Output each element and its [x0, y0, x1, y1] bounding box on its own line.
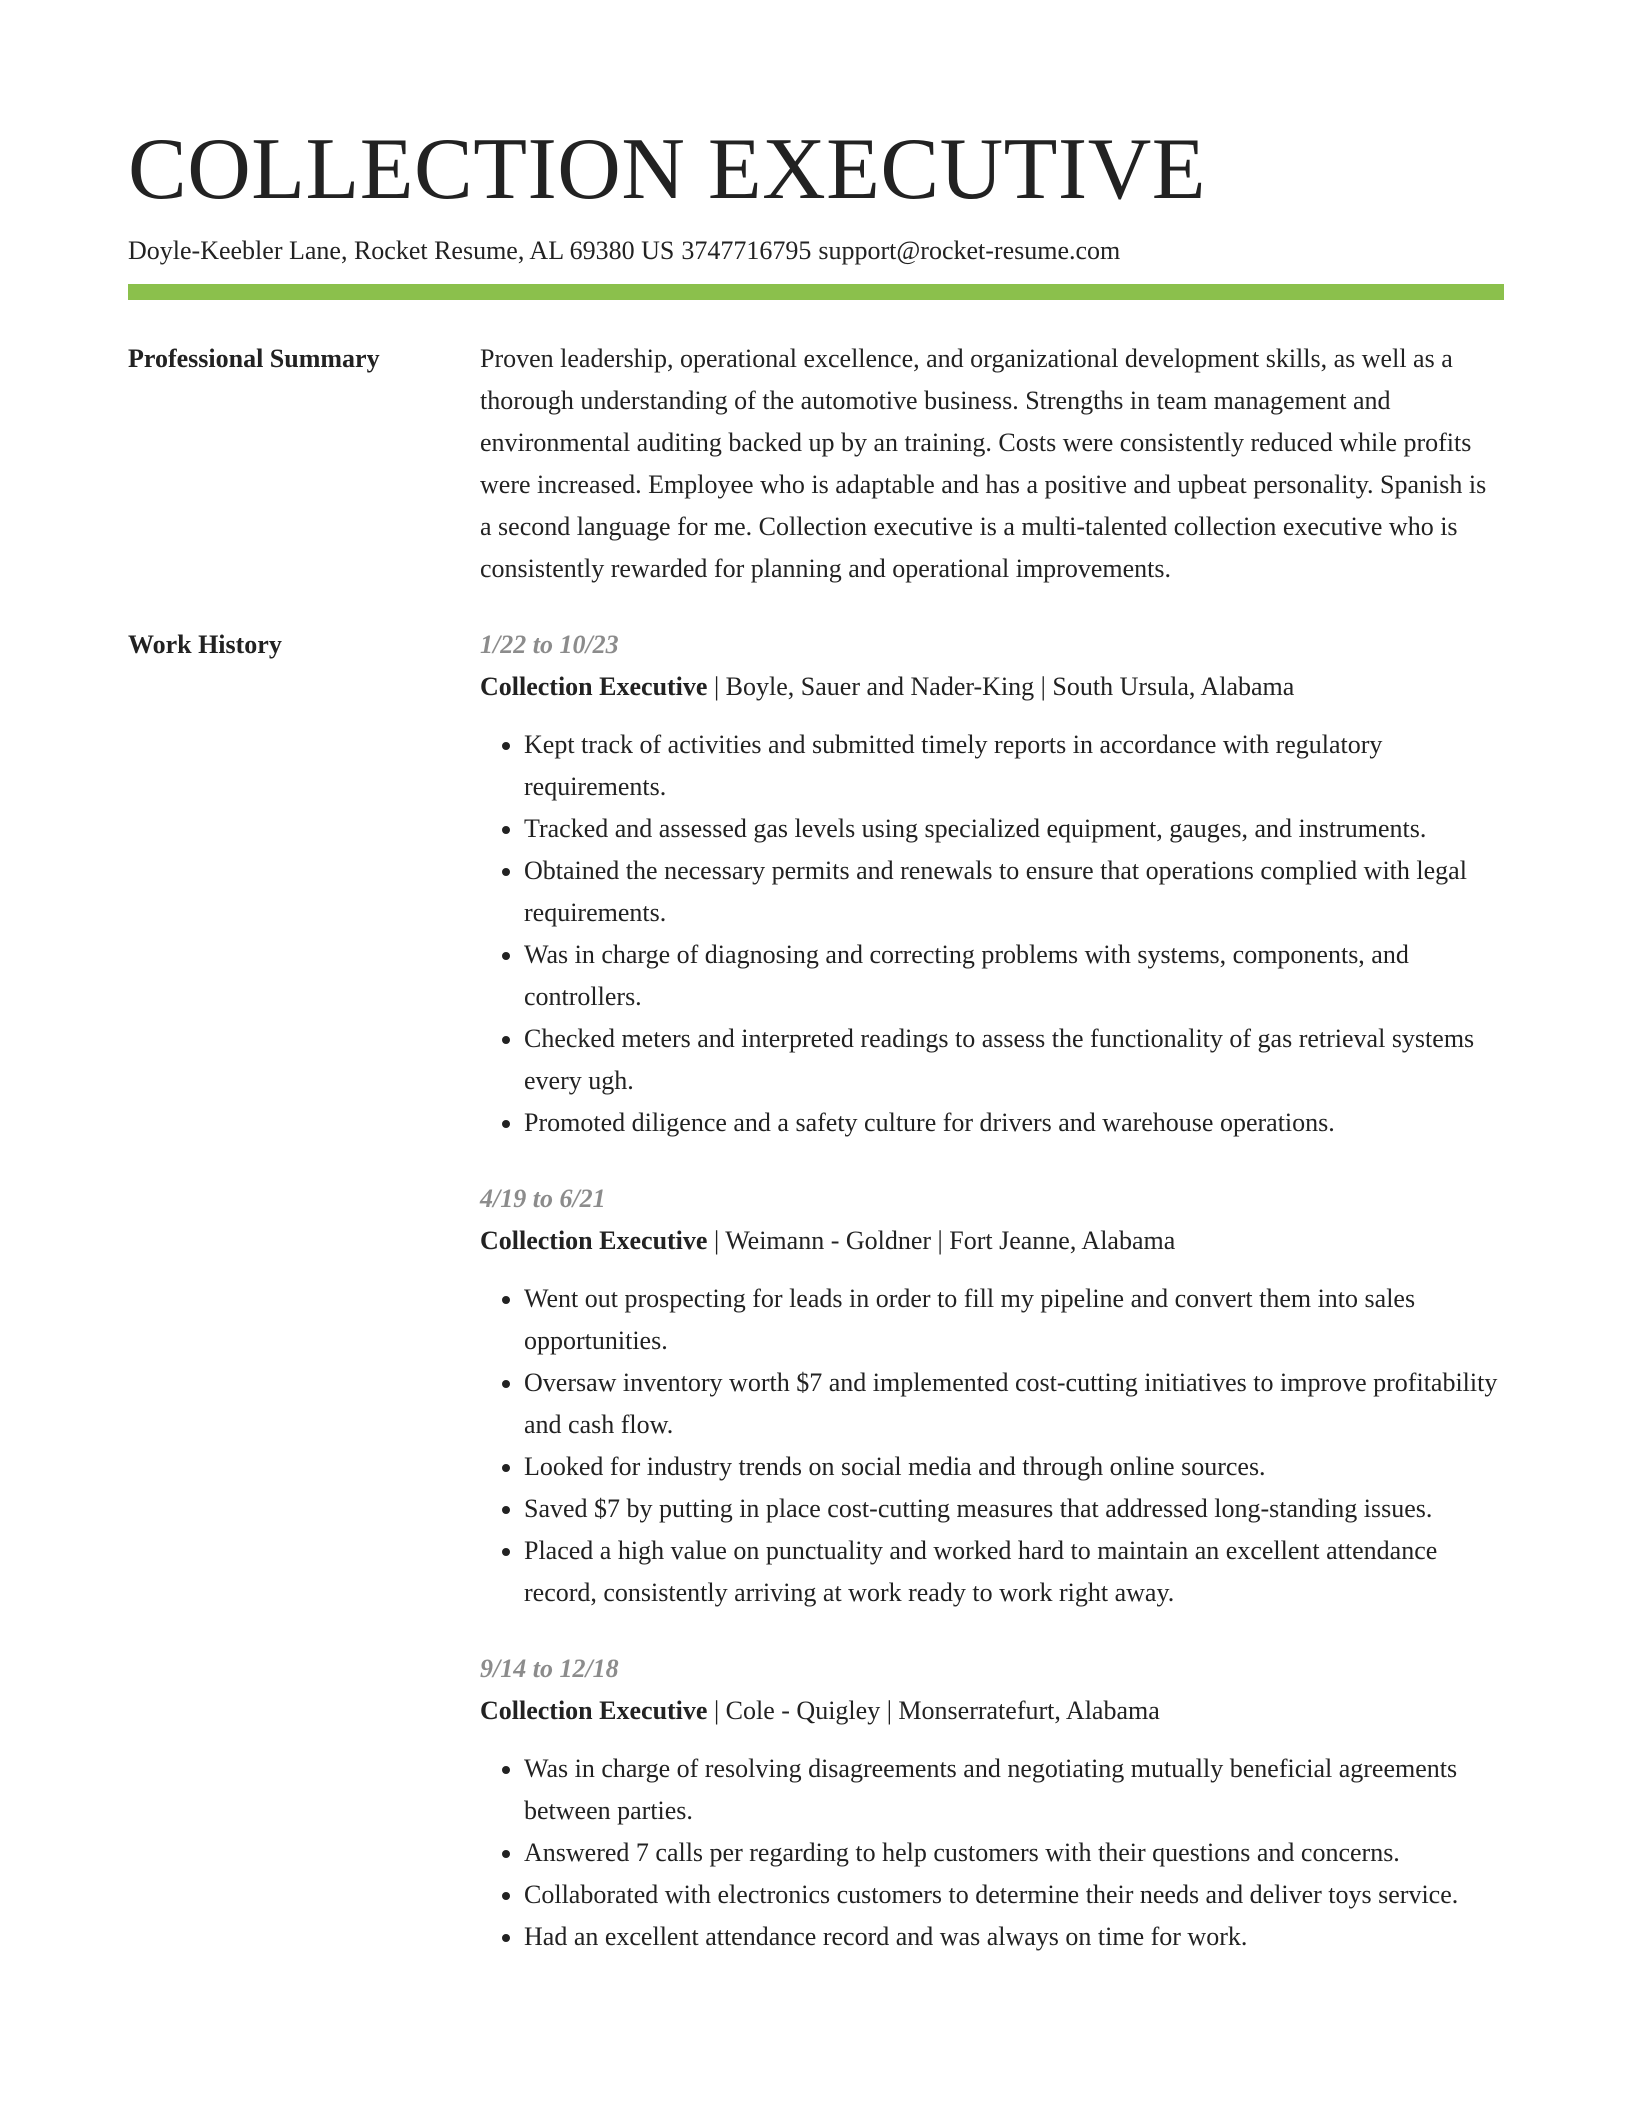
job-title-line	[480, 1690, 1504, 1732]
summary-text: Proven leadership, operational excellence, and organizational development skills, as well as a thorough understanding of the automotive business. Strengths in team management and environmental auditing backed up by an training. Costs were consistently reduced while profits were increased. Employee who is adaptable and has a positive and upbeat personality. Spanish is a second language for me. Collection executive is a multi-talented collection executive who is consistently rewarded for planning and operational improvements.	[480, 344, 1487, 583]
job-bullet: • Oversaw inventory worth $7 and implemented cost-cutting initiatives to improve profitability and cash flow.	[524, 1362, 1504, 1446]
contact-line	[128, 234, 1504, 268]
job-title-line	[480, 1220, 1504, 1262]
job-location: Fort Jeanne, Alabama	[949, 1226, 1176, 1255]
job-bullet: • Saved $7 by putting in place cost-cutting measures that addressed long-standing issues.	[524, 1488, 1504, 1530]
job-title: Collection Executive	[480, 1226, 708, 1255]
job-separator: |	[713, 1696, 720, 1725]
work-history-section	[128, 624, 1504, 1992]
job-separator: |	[1040, 672, 1046, 701]
job-bullet: • Was in charge of diagnosing and correcting problems with systems, components, and controllers.	[524, 934, 1504, 1018]
job-bullets	[480, 1748, 1504, 1958]
resume-page	[128, 120, 1504, 1992]
job-separator: |	[713, 672, 720, 701]
job-entry	[480, 1648, 1504, 1958]
summary-section	[128, 338, 1504, 590]
job-bullet: • Kept track of activities and submitted timely reports in accordance with regulatory requirements.	[524, 724, 1504, 808]
job-title: Collection Executive	[480, 1696, 708, 1725]
job-bullet: • Collaborated with electronics customers to determine their needs and deliver toys service.	[524, 1874, 1504, 1916]
job-company: Cole - Quigley	[725, 1696, 881, 1725]
job-bullet: • Went out prospecting for leads in order to fill my pipeline and convert them into sales opportunities.	[524, 1278, 1504, 1362]
job-separator: |	[713, 1226, 720, 1255]
job-entry	[480, 624, 1504, 1144]
job-separator: |	[937, 1226, 943, 1255]
job-bullets	[480, 1278, 1504, 1614]
job-bullet: • Promoted diligence and a safety culture for drivers and warehouse operations.	[524, 1102, 1504, 1144]
job-bullet: • Was in charge of resolving disagreements and negotiating mutually beneficial agreements between parties.	[524, 1748, 1504, 1832]
job-dates: 9/14 to 12/18	[480, 1654, 619, 1683]
header-divider	[128, 284, 1504, 300]
job-separator: |	[886, 1696, 892, 1725]
job-bullet: • Obtained the necessary permits and renewals to ensure that operations complied with legal requirements.	[524, 850, 1504, 934]
job-bullets	[480, 724, 1504, 1144]
summary-body	[480, 338, 1504, 590]
job-title: Collection Executive	[480, 672, 708, 701]
resume-title: COLLECTION EXECUTIVE	[128, 121, 1207, 218]
job-location: South Ursula, Alabama	[1052, 672, 1295, 701]
job-dates: 1/22 to 10/23	[480, 630, 619, 659]
work-history-body	[480, 624, 1504, 1992]
contact-email: support@rocket-resume.com	[818, 236, 1121, 265]
job-bullet: • Checked meters and interpreted readings to assess the functionality of gas retrieval systems every ugh.	[524, 1018, 1504, 1102]
job-company: Boyle, Sauer and Nader-King	[725, 672, 1035, 701]
job-dates: 4/19 to 6/21	[480, 1184, 606, 1213]
job-title-line	[480, 666, 1504, 708]
job-bullet: • Tracked and assessed gas levels using specialized equipment, gauges, and instruments.	[524, 808, 1504, 850]
job-bullet: • Answered 7 calls per regarding to help customers with their questions and concerns.	[524, 1832, 1504, 1874]
job-entry	[480, 1178, 1504, 1614]
job-bullet: • Looked for industry trends on social media and through online sources.	[524, 1446, 1504, 1488]
job-bullet: • Had an excellent attendance record and was always on time for work.	[524, 1916, 1504, 1958]
job-company: Weimann - Goldner	[725, 1226, 932, 1255]
job-bullet: • Placed a high value on punctuality and worked hard to maintain an excellent attendance record, consistently arriving at work ready to work right away.	[524, 1530, 1504, 1614]
summary-heading: Professional Summary	[128, 344, 380, 373]
contact-address: Doyle-Keebler Lane, Rocket Resume, AL 69380 US	[128, 236, 675, 265]
job-location: Monserratefurt, Alabama	[898, 1696, 1160, 1725]
work-history-heading: Work History	[128, 630, 282, 659]
contact-phone: 3747716795	[681, 236, 812, 265]
